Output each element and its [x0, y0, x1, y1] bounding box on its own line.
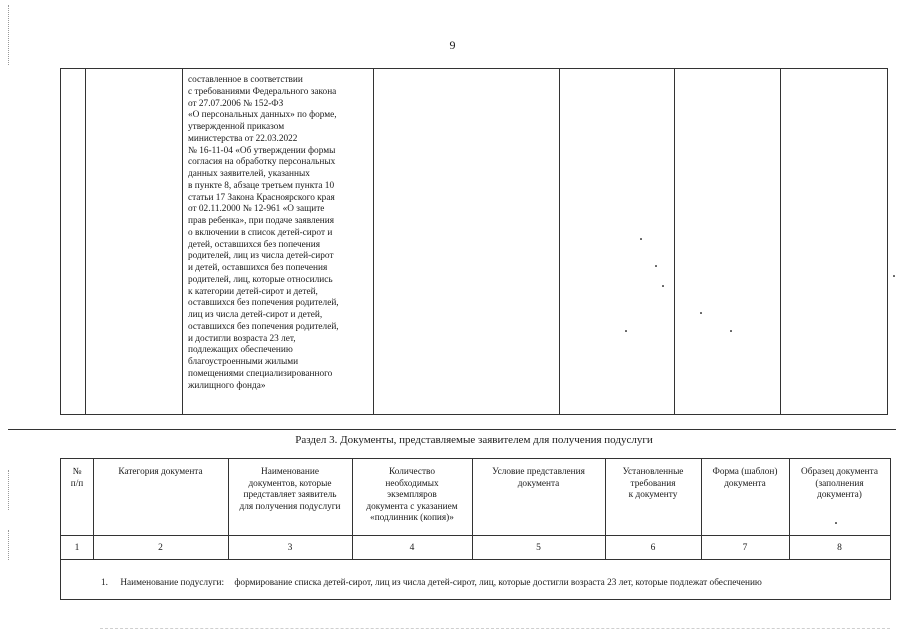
column-number: 2	[158, 543, 163, 553]
scan-bottom-noise	[100, 628, 890, 629]
subservice-number: 1.	[101, 578, 108, 588]
column-divider	[780, 69, 781, 414]
description-line: в пункте 8, абзаце третьем пункта 10	[188, 180, 335, 191]
description-line: родителей, лиц из числа детей-сирот	[188, 251, 334, 262]
scan-speck	[662, 285, 664, 287]
section-title: Раздел 3. Документы, представляемые заявителем для получения подуслуги	[295, 434, 653, 446]
documents-table	[60, 458, 891, 600]
document-description-cell	[188, 75, 372, 392]
description-line: от 02.11.2000 № 12-961 «О защите	[188, 204, 325, 215]
column-divider	[182, 69, 183, 414]
column-divider	[559, 69, 560, 414]
header-submission-condition: Условие представления документа	[492, 467, 585, 489]
header-number: № п/п	[70, 467, 84, 489]
column-number: 3	[287, 543, 293, 553]
section-divider	[8, 429, 896, 430]
description-line: составленное в соответствии	[188, 75, 303, 85]
description-line: «О персональных данных» по форме,	[188, 110, 337, 121]
header-copies-count: Количество необходимых экземпляров документа с указанием «подлинник (копия)»	[366, 467, 458, 523]
description-line: к категории детей-сирот и детей,	[188, 286, 318, 297]
scan-edge-mark	[8, 470, 10, 510]
description-line: жилищного фонда»	[188, 380, 266, 391]
subservice-text: формирование списка детей-сирот, лиц из числа детей-сирот, лиц, которые достигли возраста 23 лет, которые подлежат обеспечению	[234, 578, 762, 588]
column-number: 8	[837, 543, 842, 553]
description-line: данных заявителей, указанных	[188, 169, 310, 179]
scan-edge-mark	[8, 530, 10, 560]
scan-speck	[700, 312, 702, 314]
description-line: и достигли возраста 23 лет,	[188, 333, 296, 344]
description-line: и детей, оставшихся без попечения	[188, 263, 328, 273]
description-line: благоустроенными жилыми	[188, 357, 299, 367]
description-line: № 16-11-04 «Об утверждении формы	[188, 145, 336, 156]
scan-speck	[835, 522, 837, 524]
description-line: подлежащих обеспечению	[188, 345, 293, 356]
column-divider	[85, 69, 86, 414]
column-divider	[674, 69, 675, 414]
column-divider	[373, 69, 374, 414]
header-sample-document: Образец документа (заполнения документа)	[801, 467, 878, 500]
header-requirements: Установленные требования к документу	[622, 467, 684, 500]
description-line: статьи 17 Закона Красноярского края	[188, 192, 335, 203]
description-line: согласия на обработку персональных	[188, 157, 336, 168]
description-line: прав ребенка», при подаче заявления	[188, 216, 334, 226]
column-number: 1	[74, 543, 80, 553]
header-document-name: Наименование документов, которые представляет заявитель для получения подуслуги	[239, 467, 341, 512]
description-line: оставшихся без попечения родителей,	[188, 321, 339, 332]
scan-speck	[730, 330, 732, 332]
scan-speck	[625, 330, 627, 332]
header-form-template: Форма (шаблон) документа	[712, 467, 778, 489]
row-divider	[61, 559, 890, 560]
scan-speck	[640, 238, 642, 240]
column-number: 7	[742, 543, 748, 553]
header-document-category: Категория документа	[118, 467, 203, 477]
description-line: министерства от 22.03.2022	[188, 133, 298, 144]
scan-edge-mark	[8, 5, 10, 65]
subservice-row	[101, 578, 762, 588]
page-number: 9	[449, 38, 456, 52]
column-number: 6	[650, 543, 656, 553]
description-line: о включении в список детей-сирот и	[188, 227, 333, 238]
column-number: 4	[409, 543, 415, 553]
scan-speck	[655, 265, 657, 267]
description-line: родителей, лиц, которые относились	[188, 274, 333, 285]
scan-speck	[893, 275, 895, 277]
description-line: лиц из числа детей-сирот и детей,	[188, 310, 323, 320]
subservice-label: Наименование подуслуги:	[120, 578, 225, 588]
column-number: 5	[536, 543, 541, 553]
description-line: с требованиями Федерального закона	[188, 86, 337, 97]
continuation-table	[60, 68, 888, 415]
description-line: от 27.07.2006 № 152-ФЗ	[188, 98, 284, 109]
description-line: помещениями специализированного	[188, 368, 333, 379]
description-line: детей, оставшихся без попечения	[188, 239, 320, 250]
description-line: утвержденной приказом	[188, 122, 285, 132]
description-line: оставшихся без попечения родителей,	[188, 298, 339, 309]
row-divider	[61, 535, 890, 536]
